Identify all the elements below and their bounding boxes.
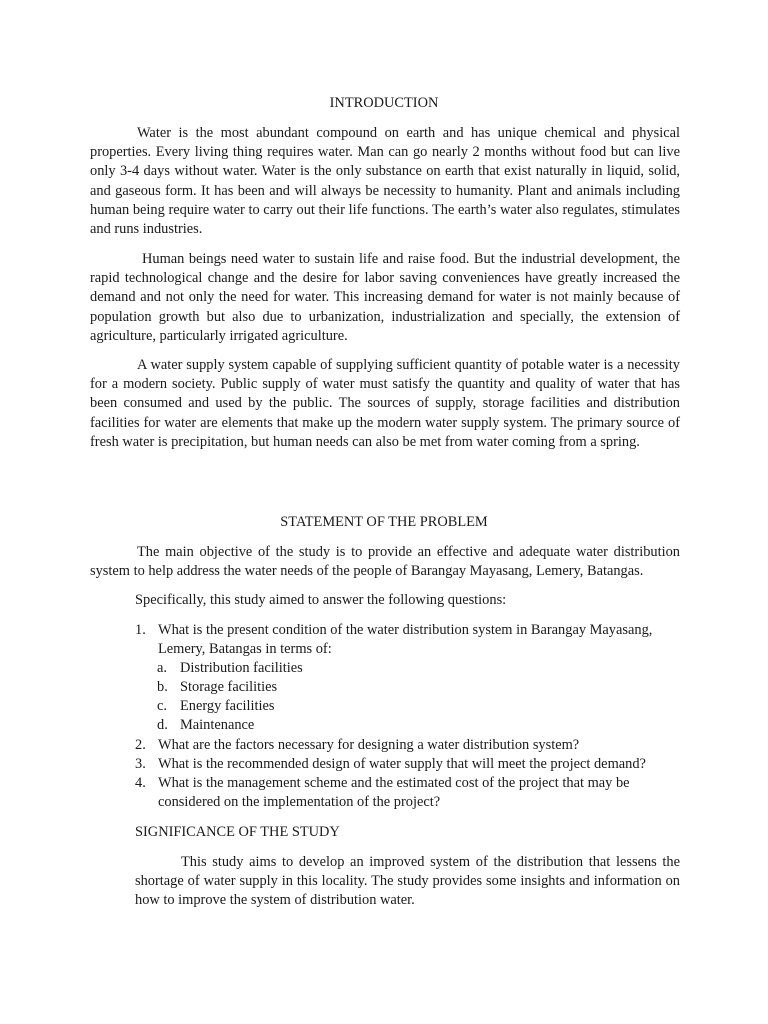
- sub-list-item-text: Maintenance: [180, 717, 255, 733]
- list-item: [135, 774, 680, 812]
- significance-heading: SIGNIFICANCE OF THE STUDY: [135, 824, 340, 840]
- sub-list-item: [157, 716, 254, 735]
- sub-list-item: [157, 678, 277, 697]
- list-item-text: What are the factors necessary for designing a water distribution system?: [158, 737, 580, 753]
- list-item-number: 3.: [135, 756, 146, 772]
- sub-list-item-text: Storage facilities: [180, 679, 278, 695]
- list-item: [135, 736, 680, 755]
- significance-paragraph: This study aims to develop an improved system of the distribution that lessens the shortage of water supply in this locality. The study provides some insights and information on how to improve the system of distribution water.: [135, 854, 680, 909]
- sub-list-item: [157, 659, 303, 678]
- sub-list-item-text: Energy facilities: [180, 698, 275, 714]
- list-item: [135, 621, 680, 659]
- sub-list-item-letter: a.: [157, 660, 167, 676]
- sub-list-item-text: Distribution facilities: [180, 660, 303, 676]
- sub-list-item-letter: c.: [157, 698, 167, 714]
- intro-paragraph-3: A water supply system capable of supplying sufficient quantity of potable water is a necessity for a modern society. Public supply of water must satisfy the quantity and quality of water that has been consumed and used by the public. The sources of supply, storage facilities and distribution facilities for water are elements that make up the modern water supply system. The primary source of fresh water is precipitation, but human needs can also be met from water coming from a spring.: [90, 357, 680, 450]
- sub-list-item-letter: b.: [157, 679, 168, 695]
- list-item-text: What is the recommended design of water supply that will meet the project demand?: [158, 756, 646, 772]
- list-item-number: 2.: [135, 737, 146, 753]
- problem-heading: STATEMENT OF THE PROBLEM: [280, 514, 488, 530]
- list-item: [135, 755, 680, 774]
- list-item-number: 4.: [135, 775, 146, 791]
- sub-list-item-letter: d.: [157, 717, 168, 733]
- intro-paragraph-2: Human beings need water to sustain life and raise food. But the industrial development, the rapid technological change and the desire for labor saving conveniences have greatly increased the demand and not only the need for water. This increasing demand for water is not mainly because of population growth but also due to urbanization, industrialization and specially, the extension of agriculture, particularly irrigated agriculture.: [90, 251, 680, 344]
- sub-list-item: [157, 697, 274, 716]
- list-item-text: What is the present condition of the water distribution system in Barangay Mayasang, Lemery, Batangas in terms of:: [158, 622, 653, 658]
- intro-paragraph-1: Water is the most abundant compound on earth and has unique chemical and physical properties. Every living thing requires water. Man can go nearly 2 months without food but can live only 3-4 days without water. Water is the only substance on earth that exist naturally in liquid, solid, and gaseous form. It has been and will always be necessity to humanity. Plant and animals including human being require water to carry out their life functions. The earth’s water also regulates, stimulates and runs industries.: [90, 125, 680, 238]
- introduction-heading: INTRODUCTION: [329, 95, 439, 111]
- list-item-text: What is the management scheme and the estimated cost of the project that may be considered on the implementation of the project?: [158, 775, 630, 811]
- problem-lead-in: Specifically, this study aimed to answer the following questions:: [135, 592, 507, 608]
- list-item-number: 1.: [135, 622, 146, 638]
- problem-objective-paragraph: The main objective of the study is to provide an effective and adequate water distribution system to help address the water needs of the people of Barangay Mayasang, Lemery, Batangas.: [90, 544, 680, 580]
